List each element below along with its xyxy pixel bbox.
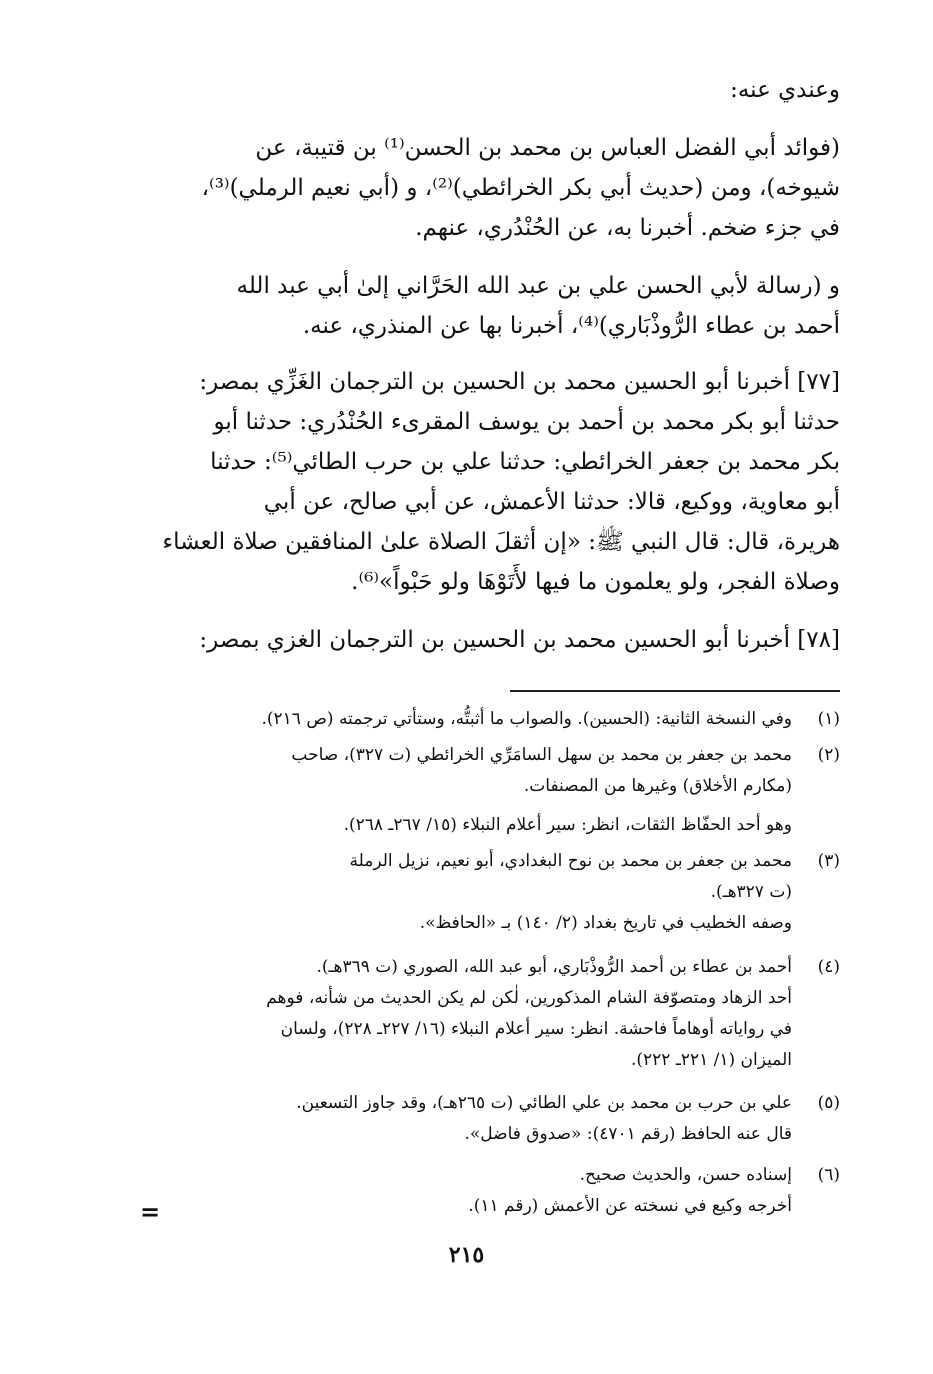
text-line: أبو معاوية، ووكيع، قالا: حدثنا الأعمش، عن أبي صالح، عن أبي: [263, 489, 840, 515]
footnote-4: [130, 952, 840, 1076]
text-line: [٧٧] أخبرنا أبو الحسين محمد بن الحسين بن الترجمان الغَزِّي بمصر:: [199, 369, 840, 395]
hadith-78: [130, 620, 840, 660]
footnote-1: [130, 704, 840, 735]
intro-line: [130, 70, 840, 110]
page-number: ٢١٥: [448, 1242, 485, 1268]
text-line: هريرة، قال: قال النبي ﷺ: «إن أثقلَ الصلاة علىٰ المنافقين صلاة العشاء: [162, 529, 840, 555]
continuation-mark: =: [140, 1197, 161, 1226]
footnote-2: [130, 740, 840, 802]
text-line: علي بن حرب بن محمد بن علي الطائي (ت ٢٦٥هـ)، وقد جاوز التسعين.: [296, 1093, 792, 1113]
footnote-body: [130, 1160, 792, 1226]
text-line: الميزان (١/ ٢٢١ـ ٢٢٢).: [630, 1050, 792, 1070]
footnote-number: (٥): [817, 1093, 840, 1113]
footnote-body: [130, 908, 792, 939]
footnote-3-note: [130, 908, 840, 939]
text-line: أحد الزهاد ومتصوّفة الشام المذكورين، لٰكن لم يكن الحديث من شأنه، فوهم: [266, 988, 792, 1008]
footnote-number: (١): [817, 709, 840, 729]
footnote-body: [130, 704, 792, 735]
text-line: وصلاة الفجر، ولو يعلمون ما فيها لأَتَوْهَا ولو حَبْواً»⁽⁶⁾.: [351, 569, 840, 595]
footnote-number: (٢): [817, 745, 840, 765]
text-line: أخرجه وكيع في نسخته عن الأعمش (رقم ١١).: [468, 1196, 792, 1216]
text-line: [٧٨] أخبرنا أبو الحسين محمد بن الحسين بن الترجمان الغزي بمصر:: [199, 627, 840, 653]
text-line: في رواياته أوهاماً فاحشة. انظر: سير أعلام النبلاء (١٦/ ٢٢٧ـ ٢٢٨)، ولسان: [280, 1019, 792, 1039]
footnote-body: [130, 846, 792, 908]
footnote-body: [130, 1088, 792, 1150]
footnote-number: (٦): [817, 1165, 840, 1185]
text-line: في جزء ضخم. أخبرنا به، عن الحُنْدُري، عنهم.: [415, 215, 840, 241]
text-line: (فوائد أبي الفضل العباس بن محمد بن الحسن⁽¹⁾ بن قتيبة، عن: [255, 135, 840, 161]
text-line: أحمد بن عطاء الرُّوذْبَاري)⁽⁴⁾، أخبرنا بها عن المنذري، عنه.: [302, 313, 840, 339]
text-line: وفي النسخة الثانية: (الحسين). والصواب ما أثبتُّه، وستأتي ترجمته (ص ٢١٦).: [261, 709, 792, 729]
text-line: إسناده حسن، والحديث صحيح.: [579, 1165, 792, 1185]
footnote-body: [130, 952, 792, 1076]
footnote-number: (٣): [817, 851, 840, 871]
hadith-77: [130, 362, 840, 602]
text-line: قال عنه الحافظ (رقم ٤٧٠١): «صدوق فاضل».: [464, 1124, 792, 1144]
text-line: (ت ٣٢٧هـ).: [710, 882, 792, 902]
text-line: حدثنا أبو بكر محمد بن أحمد بن يوسف المقرىء الحُنْدُري: حدثنا أبو: [213, 409, 840, 435]
text-line: و (رسالة لأبي الحسن علي بن عبد الله الحَرَّاني إلىٰ أبي عبد الله: [236, 273, 840, 299]
paragraph-fawaid: [130, 128, 840, 248]
text-line: بكر محمد بن جعفر الخرائطي: حدثنا علي بن حرب الطائي⁽⁵⁾: حدثنا: [210, 449, 840, 475]
footnote-number: (٤): [817, 957, 840, 977]
text-line: وعندي عنه:: [730, 77, 840, 103]
footnote-body: [130, 810, 792, 841]
footnote-body: [130, 740, 792, 802]
footnote-3: [130, 846, 840, 908]
paragraph-risala: [130, 266, 840, 346]
text-line: (مكارم الأخلاق) وغيرها من المصنفات.: [523, 776, 792, 796]
text-line: أحمد بن عطاء بن أحمد الرُّوذْبَاري، أبو عبد الله، الصوري (ت ٣٦٩هـ).: [316, 957, 792, 977]
text-line: محمد بن جعفر بن محمد بن سهل السامَرِّي الخرائطي (ت ٣٢٧)، صاحب: [291, 745, 792, 765]
footnote-2-note: [130, 810, 840, 841]
text-line: شيوخه)، ومن (حديث أبي بكر الخرائطي)⁽²⁾، و (أبي نعيم الرملي)⁽³⁾،: [201, 175, 840, 201]
text-line: وهو أحد الحفّاظ الثقات، انظر: سير أعلام النبلاء (١٥/ ٢٦٧ـ ٢٦٨).: [343, 815, 792, 835]
text-line: محمد بن جعفر بن محمد بن نوح البغدادي، أبو نعيم، نزيل الرملة: [349, 851, 792, 871]
footnote-separator: [510, 690, 840, 692]
text-line: وصفه الخطيب في تاريخ بغداد (٢/ ١٤٠) بـ «الحافظ».: [419, 913, 792, 933]
footnote-5: [130, 1088, 840, 1150]
footnote-6: [130, 1160, 840, 1226]
